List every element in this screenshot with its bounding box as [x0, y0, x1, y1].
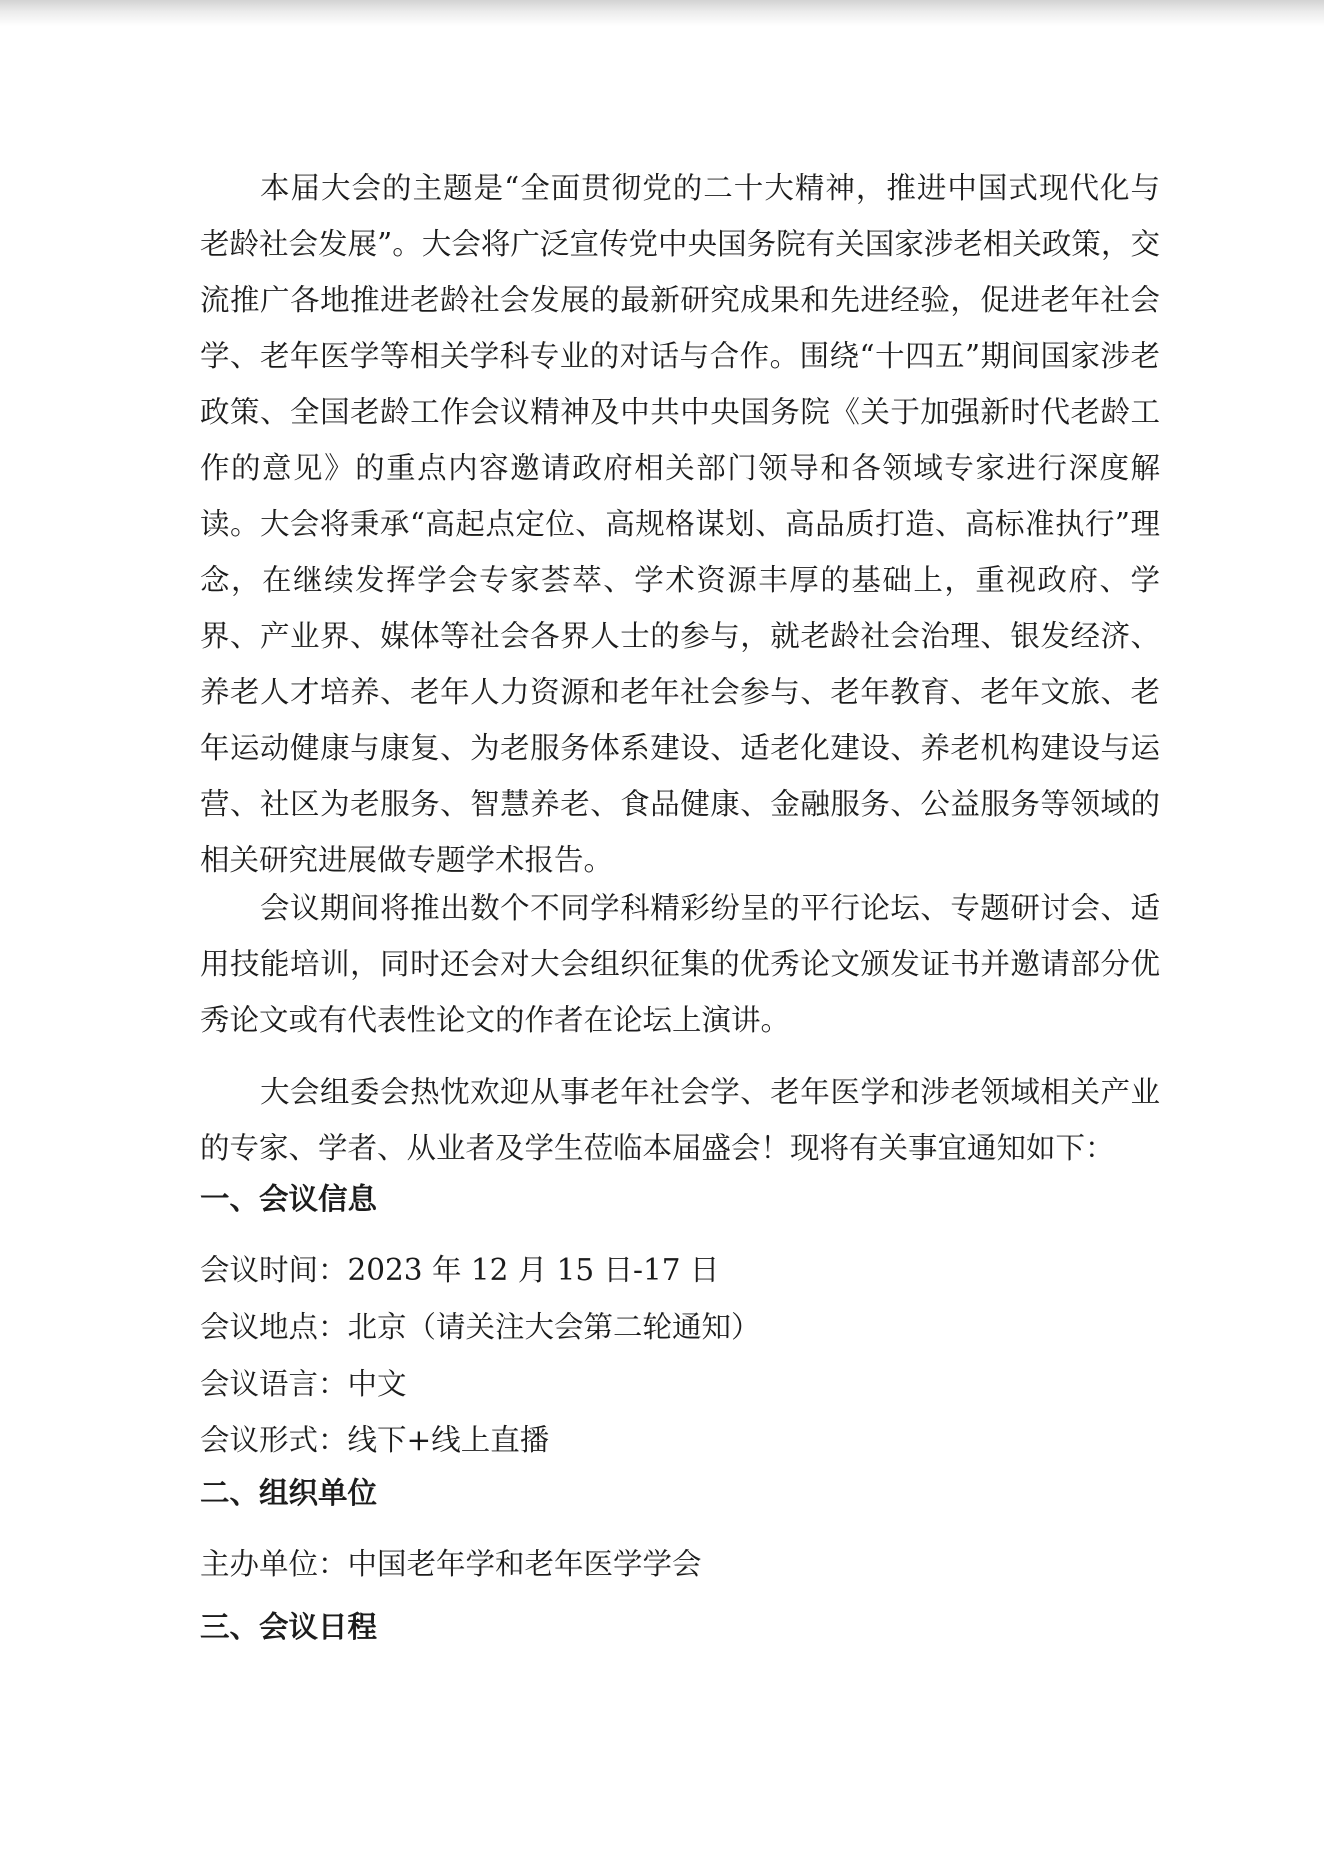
- intro-paragraph-welcome: 大会组委会热忱欢迎从事老年社会学、老年医学和涉老领域相关产业的专家、学者、从业者及学生莅临本届盛会！现将有关事宜通知如下：: [200, 1075, 1160, 1165]
- section-heading-organizers: 二、组织单位: [200, 1476, 378, 1510]
- meeting-location: 会议地点：北京（请关注大会第二轮通知）: [200, 1310, 761, 1344]
- meeting-time: 会议时间：2023 年 12 月 15 日-17 日: [200, 1253, 720, 1287]
- intro-paragraph-theme: 本届大会的主题是“全面贯彻党的二十大精神，推进中国式现代化与老龄社会发展”。大会将广泛宣传党中央国务院有关国家涉老相关政策，交流推广各地推进老龄社会发展的最新研究成果和先进经验，促进老年社会学、老年医学等相关学科专业的对话与合作。围绕“十四五”期间国家涉老政策、全国老龄工作会议精神及中共中央国务院《关于加强新时代老龄工作的意见》的重点内容邀请政府相关部门领导和各领域专家进行深度解读。大会将秉承“高起点定位、高规格谋划、高品质打造、高标准执行”理念，在继续发挥学会专家荟萃、学术资源丰厚的基础上，重视政府、学界、产业界、媒体等社会各界人士的参与，就老龄社会治理、银发经济、养老人才培养、老年人力资源和老年社会参与、老年教育、老年文旅、老年运动健康与康复、为老服务体系建设、适老化建设、养老机构建设与运营、社区为老服务、智慧养老、食品健康、金融服务、公益服务等领域的相关研究进展做专题学术报告。: [200, 171, 1160, 877]
- host-organization: 主办单位：中国老年学和老年医学学会: [200, 1547, 702, 1581]
- intro-paragraph-forums: 会议期间将推出数个不同学科精彩纷呈的平行论坛、专题研讨会、适用技能培训，同时还会对大会组织征集的优秀论文颁发证书并邀请部分优秀论文或有代表性论文的作者在论坛上演讲。: [200, 891, 1160, 1037]
- section-heading-meeting-info: 一、会议信息: [200, 1182, 378, 1216]
- meeting-format: 会议形式：线下+线上直播: [200, 1423, 550, 1457]
- meeting-language: 会议语言：中文: [200, 1367, 407, 1401]
- section-heading-schedule: 三、会议日程: [200, 1610, 378, 1644]
